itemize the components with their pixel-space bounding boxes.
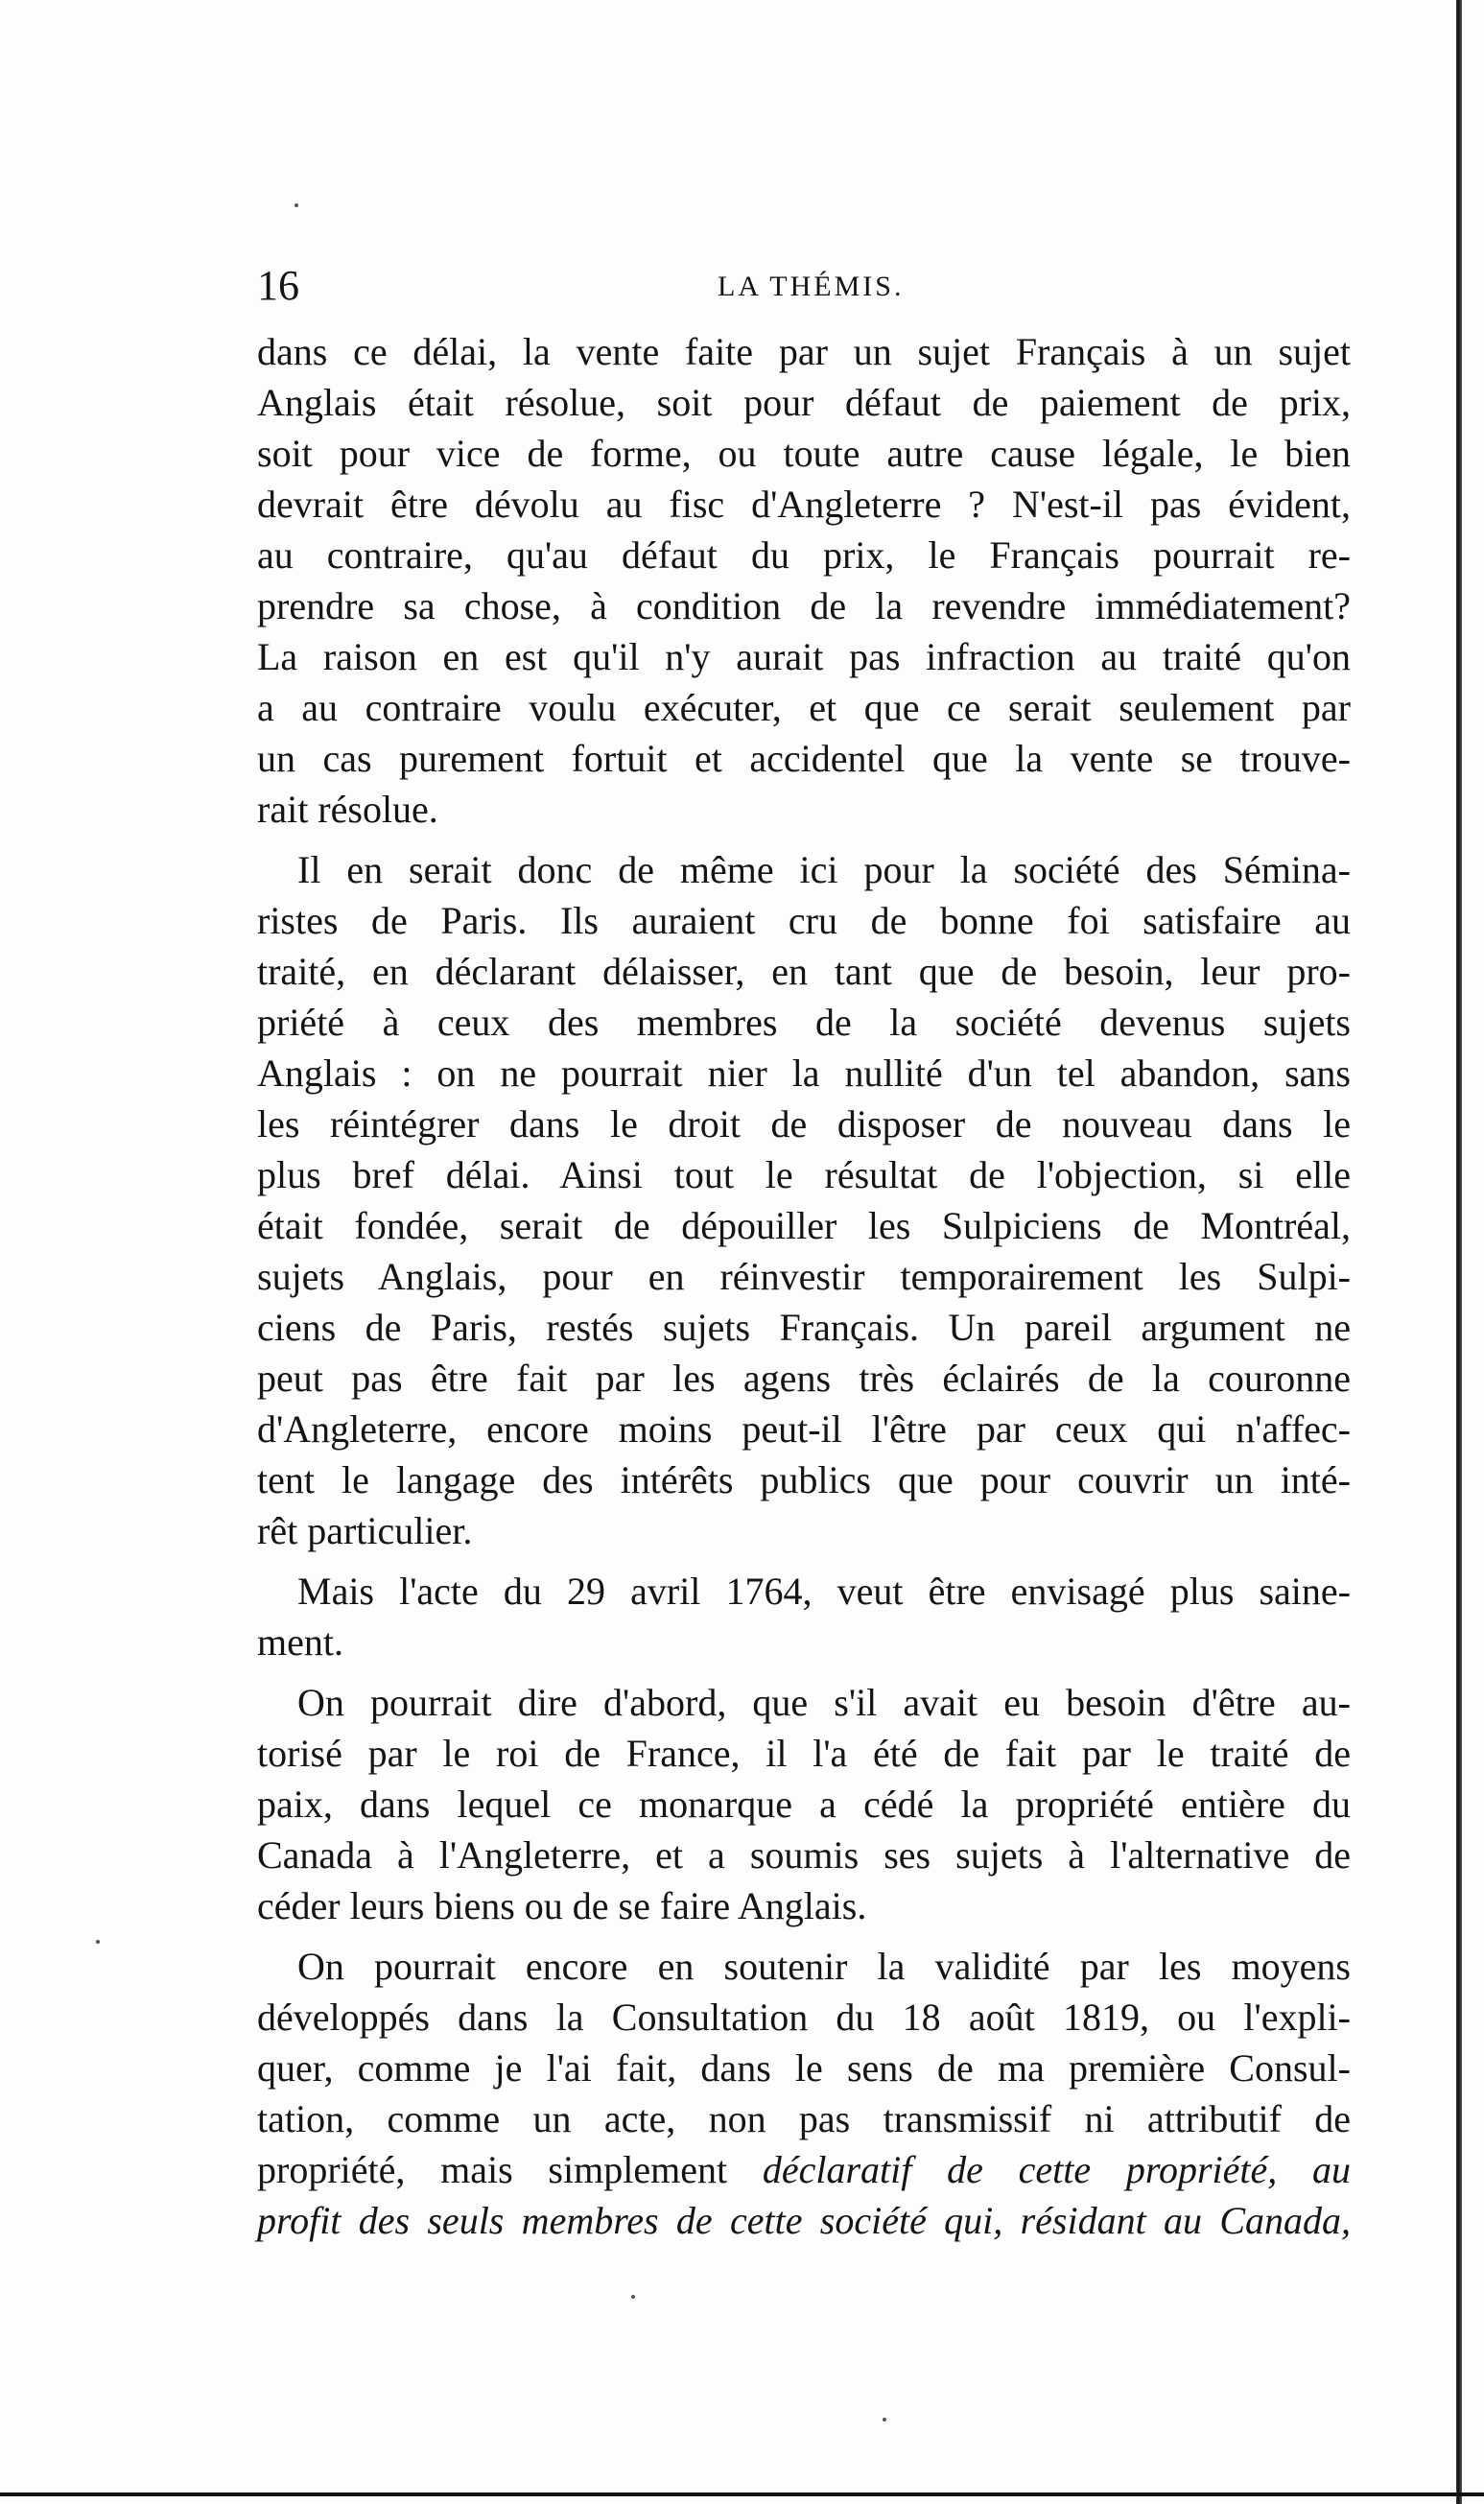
text-line: rêt particulier. [257, 1509, 473, 1552]
text-line: tation, comme un acte, non pas transmissif ni attributif de [257, 2097, 1351, 2140]
print-speck [883, 2418, 886, 2421]
text-line: ristes de Paris. Ils auraient cru de bonne foi satisfaire au [257, 899, 1351, 942]
text-line: On pourrait dire d'abord, que s'il avait eu besoin d'être au- [297, 1681, 1351, 1724]
paragraph [257, 326, 1351, 835]
text-line: dans ce délai, la vente faite par un sujet Français à un sujet [257, 330, 1351, 373]
text-line: Mais l'acte du 29 avril 1764, veut être envisagé plus saine- [297, 1570, 1351, 1613]
text-line: tent le langage des intérêts publics que pour couvrir un inté- [257, 1458, 1351, 1501]
text-line: les réintégrer dans le droit de disposer de nouveau dans le [257, 1102, 1351, 1146]
text-line: céder leurs biens ou de se faire Anglais. [257, 1884, 867, 1927]
print-speck [294, 203, 298, 207]
text-line: sujets Anglais, pour en réinvestir temporairement les Sulpi- [257, 1255, 1351, 1298]
paragraph [257, 1677, 1351, 1931]
text-line: Canada à l'Angleterre, et a soumis ses sujets à l'alternative de [257, 1833, 1351, 1877]
text-line: a au contraire voulu exécuter, et que ce serait seulement par [257, 686, 1351, 729]
text-line: ciens de Paris, restés sujets Français. Un pareil argument ne [257, 1306, 1351, 1349]
text-line: La raison en est qu'il n'y aurait pas infraction au traité qu'on [257, 635, 1351, 678]
text-line: était fondée, serait de dépouiller les Sulpiciens de Montréal, [257, 1204, 1351, 1247]
text-line: quer, comme je l'ai fait, dans le sens de ma première Consul- [257, 2046, 1351, 2090]
text-line: Anglais : on ne pourrait nier la nullité d'un tel abandon, sans [257, 1051, 1351, 1095]
print-speck [631, 2295, 635, 2299]
text-line: développés dans la Consultation du 18 août 1819, ou l'expli- [257, 1996, 1351, 2039]
paragraph [257, 844, 1351, 1556]
text-line: prendre sa chose, à condition de la revendre immédiatement? [257, 584, 1351, 627]
text-line: priété à ceux des membres de la société devenus sujets [257, 1001, 1351, 1044]
text-line: devrait être dévolu au fisc d'Angleterre ? N'est-il pas évident, [257, 483, 1351, 526]
text-line: traité, en déclarant délaisser, en tant que de besoin, leur pro- [257, 950, 1351, 993]
text-line-mixed [257, 2144, 1351, 2195]
text-line: d'Angleterre, encore moins peut-il l'être par ceux qui n'affec- [257, 1407, 1351, 1451]
print-speck [96, 1940, 100, 1944]
text-line: torisé par le roi de France, il l'a été de fait par le traité de [257, 1732, 1351, 1775]
text-line: ment. [257, 1620, 343, 1664]
page-header [257, 257, 1351, 315]
text-line: soit pour vice de forme, ou toute autre cause légale, le bien [257, 432, 1351, 475]
body-text [257, 326, 1351, 2256]
text-line-italic: profit des seuls membres de cette société qui, résidant au Canada, [257, 2199, 1351, 2242]
text-line: Anglais était résolue, soit pour défaut de paiement de prix, [257, 381, 1351, 424]
paragraph [257, 1941, 1351, 2246]
text-line: peut pas être fait par les agens très éclairés de la couronne [257, 1357, 1351, 1400]
italic-text: déclaratif de cette propriété, au [762, 2148, 1351, 2191]
page-number: 16 [257, 262, 299, 309]
text-line: On pourrait encore en soutenir la validité par les moyens [297, 1945, 1351, 1988]
text-line: au contraire, qu'au défaut du prix, le Français pourrait re- [257, 533, 1351, 577]
text-line: paix, dans lequel ce monarque a cédé la propriété entière du [257, 1783, 1351, 1826]
text-line: rait résolue. [257, 788, 438, 831]
paragraph [257, 1566, 1351, 1667]
page-bottom-edge [0, 2492, 1484, 2496]
text-line: Il en serait donc de même ici pour la société des Sémina- [297, 848, 1351, 891]
running-head: LA THÉMIS. [718, 271, 905, 302]
text-line: un cas purement fortuit et accidentel que la vente se trouve- [257, 737, 1351, 780]
roman-text: propriété, mais simplement [257, 2148, 763, 2191]
text-line: plus bref délai. Ainsi tout le résultat de l'objection, si elle [257, 1153, 1351, 1196]
page-right-edge [1456, 0, 1462, 2504]
